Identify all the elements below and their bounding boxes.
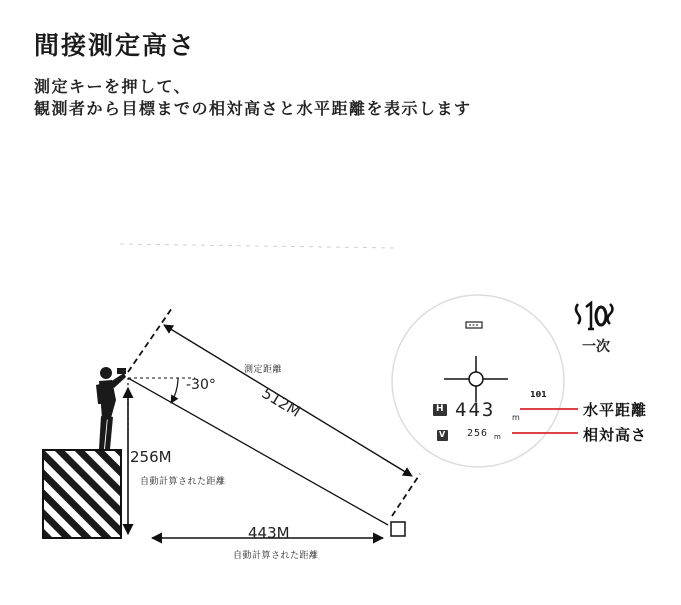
relative-height-label: 相対高さ	[583, 426, 648, 444]
horizontal-mode-glyph: H	[436, 404, 444, 414]
vertical-mode-glyph: V	[439, 430, 446, 439]
angle-value: -30°	[186, 377, 216, 393]
vertical-unit: m	[494, 433, 501, 441]
observer-silhouette	[96, 367, 126, 449]
description-line-1: 測定キーを押して、	[34, 77, 192, 96]
platform-block	[43, 450, 121, 538]
horizontal-note: 自動計算された距離	[233, 551, 319, 561]
measured-distance-label: 測定距離	[244, 365, 283, 375]
page-title: 間接測定高さ	[34, 31, 197, 60]
single-mode-label: 一次	[582, 339, 610, 355]
angle-arc	[171, 378, 178, 403]
scan-mode-icon	[576, 303, 613, 329]
vertical-reading: 256	[467, 428, 489, 439]
far-horizontal-dashed	[120, 244, 398, 248]
mode-indicator: 1θ1	[530, 390, 547, 399]
horizontal-value: 443M	[248, 524, 290, 542]
measured-distance-value: 512M	[258, 384, 304, 421]
horizontal-reading: 443	[455, 399, 496, 421]
target-box	[391, 522, 405, 536]
viewfinder-lens	[392, 295, 564, 467]
horizontal-unit: m	[512, 413, 520, 422]
extension-dash-bottom	[392, 474, 420, 516]
extension-dash-top	[128, 308, 172, 372]
horizontal-distance-label: 水平距離	[583, 401, 648, 419]
height-value: 256M	[130, 448, 172, 466]
description-line-2: 観測者から目標までの相対高さと水平距離を表示します	[34, 99, 472, 118]
height-note: 自動計算された距離	[140, 477, 226, 487]
